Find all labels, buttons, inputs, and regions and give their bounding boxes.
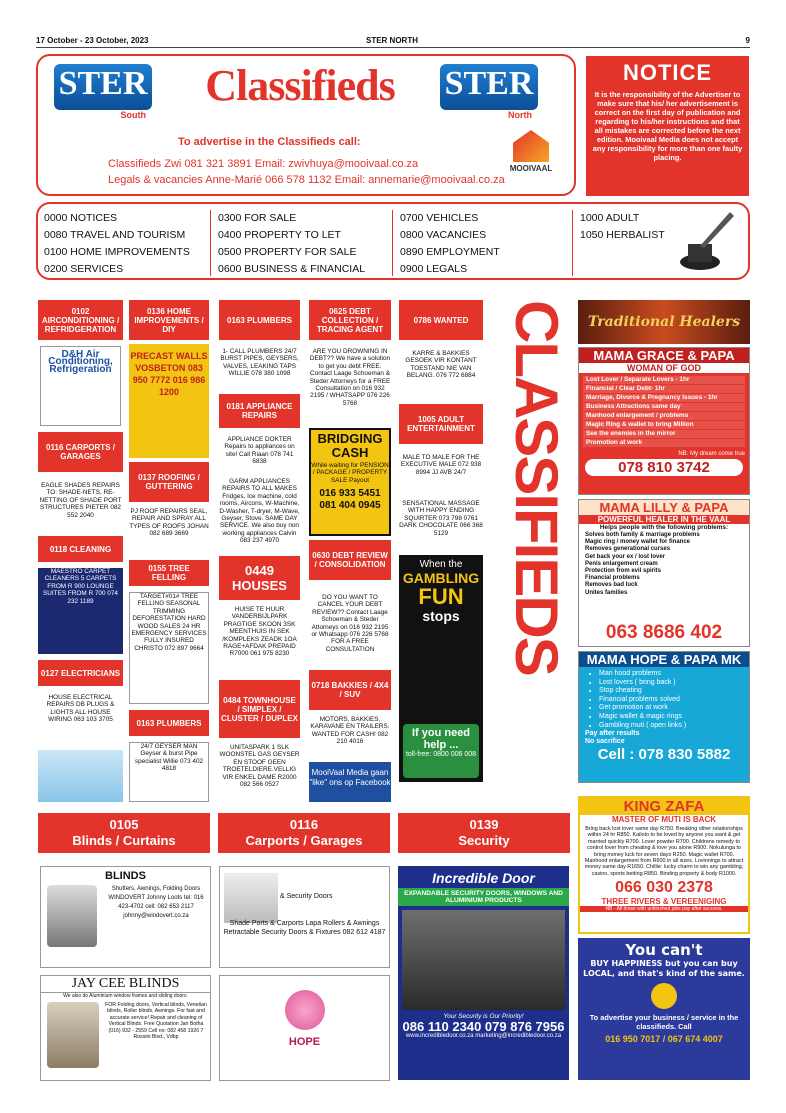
photo [47, 1002, 99, 1068]
motors-wanted-ad: MOTORS, BAKKIES, KARAVANE EN TRAILERS. WANTED FOR CASH! 082 210 4016 [310, 716, 390, 746]
section-0786: 0786 WANTED [399, 300, 483, 340]
divider [572, 210, 573, 276]
quill-inkwell-icon [670, 210, 738, 274]
divider [210, 210, 211, 276]
photo [47, 885, 97, 947]
plumbers-ad: 1- CALL PLUMBERS 24/7 BURST PIPES, GEYSERS, VALVES, LEAKING TAPS WILLIE 078 380 1098 [220, 348, 299, 378]
section-0127: 0127 ELECTRICIANS [38, 660, 123, 686]
male-to-male-ad: MALE TO MALE FOR THE EXECUTIVE MALE 072 938 8994 JJ AVB 24/7 [400, 454, 482, 476]
mooivaal-house-icon [513, 130, 549, 162]
section-0116-carports: 0116 Carports / Garages [218, 813, 390, 853]
houses-to-let-ad: HUISE TE HUUR VANDERBIJLPARK PRAGTIGE SKOON 3SK MEENTHUIS IN SEK /KOMPLEKS ZEADK 1OA RAGE+AFDAK PREPAID R7000 061 975 8230 [222, 606, 297, 658]
section-0625: 0625 DEBT COLLECTION / TRACING AGENT [309, 300, 391, 340]
door-photo [402, 910, 565, 1010]
section-0163: 0163 PLUMBERS [219, 300, 300, 340]
zafa-phone: 066 030 2378 [615, 879, 713, 897]
notice-body: It is the responsibility of the Advertiser to make sure that his/ her advertisement is correct on the first day of publication and regarding to his/her instructions and that all mistakes are corrected before the next edition. Mooivaal Media does not accept any responsibility for more than one faulty placing. [592, 90, 743, 162]
classifieds-title: Classifieds [205, 61, 395, 110]
garm-appliances-ad: GARM APPLIANCES REPAIRS TO ALL MAKES Fridges, Ice machine, cold rooms, Aircons, W-Machine, D-Washer, T-dryer, M-Wave, Geyser, Stove. SAME DAY SERVICE. We also buy non working appliances Calvin 083 237 4970 [219, 478, 300, 545]
mooivaal-logo: MOOIVAAL [496, 130, 566, 190]
section-0163-plumbers-2: 0163 PLUMBERS [129, 710, 209, 736]
door-image [224, 873, 278, 923]
section-0155: 0155 TREE FELLING [129, 560, 209, 586]
geyser-man-ad: 24/7 GEYSER MAN Geyser & burst Pipe specialist Willie 073 402 4818 [129, 742, 209, 802]
sensational-massage-ad: SENSATIONAL MASSAGE WITH HAPPY ENDING SQUIRTER 073 798 0761 DARK CHOCOLATE 066 368 5129 [399, 500, 483, 537]
precast-walls-ad: PRECAST WALLS VOSBETON 083 950 7772 016 986 1200 [129, 344, 209, 458]
category-index [36, 202, 750, 280]
section-0630: 0630 DEBT REVIEW / CONSOLIDATION [309, 540, 391, 580]
lilly-phone: 063 8686 402 [605, 622, 723, 643]
ster-south-logo: STER South [54, 64, 152, 110]
hope-cell: Cell : 078 830 5882 [597, 746, 731, 764]
section-0137: 0137 ROOFING / GUTTERING [129, 462, 209, 502]
gambling-help-panel: If you need help ... toll-free: 0800 006 008 [403, 724, 479, 778]
mama-lilly-ad: MAMA LILLY & PAPA POWERFUL HEALER IN THE VAAL Helps people with the following problems: Solves both family & marriage problems Magic ring / money wallet for finance Removes generational curses Get back your ex / lost lover Penis enlargement cream Protection from evil spirits Financial problems Removes bad luck Unites families 063 8686 402 [578, 499, 750, 647]
paper-name: STER NORTH [366, 36, 418, 45]
section-0718: 0718 BAKKIES / 4X4 / SUV [309, 670, 391, 710]
notice-box [586, 56, 749, 196]
jaycee-blinds-ad: JAY CEE BLINDS We also do Aluminium window frames and sliding doors. FOR Folding doors, Vertical blinds, Venetian blinds, Roller blinds, Awnings. For fast and accurate service! Repair and cleaning of Vertical Blinds. Free Quotation Jan Botha (016) 932 - 2559 Cell no: 082 458 1926 7 Rossini Blvd., Vdbp [40, 975, 211, 1081]
karre-bakkies-ad: KARRE & BAKKIES GESOEK VIR KONTANT TOESTAND NIE VAN BELANG. 076 772 6884 [405, 350, 477, 380]
traditional-healers-banner: Traditional Healers [578, 300, 750, 344]
roof-repairs-ad: PJ ROOF REPAIRS SEAL, REPAIR AND SPRAY ALL TYPES OF ROOFS JOHAN 082 689 3669 [129, 508, 209, 538]
classifieds-masthead [36, 54, 576, 196]
dh-aircon-ad: D&H Air Conditioning, Refrigeration [40, 346, 121, 426]
incredible-door-ad: Incredible Door EXPANDABLE SECURITY DOORS, WINDOWS AND ALUMINIUM PRODUCTS Your Security is Our Priority! 086 110 2340 079 876 7956 www.incredibledoor.co.za marketing@incredibledoor.co.za [398, 866, 569, 1080]
tree-felling-ad: TARGET#01# TREE FELLING SEASONAL TRIMMING DEFORESTATION HARD WOOD SALES 24 HR EMERGENCY SERVICES FULLY INSURED CHRISTO 072 897 9664 [129, 592, 209, 704]
index-column-1: 0000 NOTICES 0080 TRAVEL AND TOURISM 0100 HOME IMPROVEMENTS 0200 SERVICES [44, 212, 190, 275]
index-column-3: 0700 VEHICLES 0800 VACANCIES 0890 EMPLOYMENT 0900 LEGALS [400, 212, 500, 275]
ribbon-icon [285, 990, 325, 1030]
page-number: 9 [745, 36, 750, 45]
security-doors-ad: & Security Doors Shade Ports & Carports Lapa Rollers & Awnings Retractable Security Doors & Fixtures 082 612 4187 [219, 866, 390, 968]
vertical-classifieds-banner: CLASSIFIEDS [487, 300, 571, 550]
section-0118: 0118 CLEANING [38, 536, 123, 562]
section-0484: 0484 TOWNHOUSE / SIMPLEX / CLUSTER / DUPLEX [219, 680, 300, 738]
section-0449: 0449 HOUSES [219, 556, 300, 600]
section-0139-security: 0139 Security [398, 813, 570, 853]
debt-review-ad: DO YOU WANT TO CANCEL YOUR DEBT REVIEW?? Contact Laage Schoeman & Steder Attorneys on 016 932 2195 or Whatsapp 076 226 5768 FOR A FREE CONSULTATION [311, 594, 389, 653]
mama-grace-ad: MAMA GRACE & PAPA WOMAN OF GOD Lost Lover / Separate Lovers - 1hr Financial / Clear Debt- 1hr Marriage, Divorce & Pregnancy Issues - 1hr Business Attractions same day Manhood enlargement / problems Magic Ring & wallet to bring Million See the enemies in the mirror Promotion at work NB: My dream come true 078 810 3742 [578, 347, 750, 495]
section-0102: 0102 AIRCONDITIONING / REFRIDGERATION [38, 300, 123, 340]
legals-contact: Legals & vacancies Anne-Marié 066 578 1132 Email: annemarie@mooivaal.co.za [108, 174, 505, 186]
smiley-icon [651, 983, 677, 1009]
carpet-cleaners-ad: MAESTRO CARPET CLEANERS 5 CARPETS FROM R 900 LOUNGE SUITES FROM R 700 074 232 1189 [38, 568, 123, 654]
classified-icons-ad [38, 750, 123, 802]
grace-phone: 078 810 3742 [585, 459, 743, 476]
hope-breast-cancer-ad: HOPE [219, 975, 390, 1081]
electrical-ad: HOUSE ELECTRICAL REPAIRS DB PLUGS & LIGHTS ALL HOUSE WIRING 063 103 3705 [46, 694, 115, 724]
section-0105-blinds: 0105 Blinds / Curtains [38, 813, 210, 853]
appliance-dokter-ad: APPLIANCE DOKTER Repairs to appliances on site! Call Riaan 078 741 6838 [224, 436, 295, 466]
buy-local-ad: You can't BUY HAPPINESS but you can buy LOCAL, and that's kind of the same. To advertise your business / service in the classifieds. Call 016 950 7017 / 067 674 4007 [578, 938, 750, 1080]
gambling-help-ad: When the GAMBLING FUN stops If you need help ... toll-free: 0800 006 008 [399, 555, 483, 782]
page-header [36, 36, 750, 48]
advertise-line: To advertise in the Classifieds call: [178, 136, 361, 148]
section-0116: 0116 CARPORTS / GARAGES [38, 432, 123, 472]
index-column-4: 1000 ADULT 1050 HERBALIST [580, 212, 665, 241]
bridging-cash-ad: BRIDGING CASH While waiting for PENSION / PACKAGE / PROPERTY SALE Payout 016 933 5451 081 404 0945 [309, 428, 391, 536]
section-0181: 0181 APPLIANCE REPAIRS [219, 394, 300, 428]
unitaspark-ad: UNITASPARK 1 SLK WOONSTEL GAS GEYSER EN STOOF GEEN TROETELDIERE.VELLIG VIR ENKEL DAME R2000 082 566 0527 [219, 744, 300, 789]
eagle-shades-ad: EAGLE SHADES REPAIRS TO: SHADE-NETS, RE-NETTING OF SHADE PORT STRUCTURES PIETER 082 552 2040 [39, 482, 122, 519]
ster-north-logo: STER North [440, 64, 538, 110]
classifieds-contact: Classifieds Zwi 081 321 3891 Email: zwivhuya@mooivaal.co.za [108, 158, 419, 170]
king-zafa-ad: KING ZAFA MASTER OF MUTI IS BACK Bring back lost lover same day R750. Breaking other relationships within 24 hr R850. Kailoto to be loved by anyone you want & get married quickly R700. Lover powder R700. Childrens remedy to control lover from cheating & love you alone R900. Nokulunga to bring money luck for seven days R250. Magic wallet R700. Manhood enlargement from R600 in all sizes. Lovinnings to attract money same day R1650. Chillie: lucky charm to win any gambling, casino, sports betting R850. Binding property & body R1000. 066 030 2378 THREE RIVERS & VEREENIGING NB - All those with unfinished jobs pay after success. [578, 796, 750, 934]
divider [392, 210, 393, 276]
section-0136: 0136 HOME IMPROVEMENTS / DIY [129, 300, 209, 340]
section-1005: 1005 ADULT ENTERTAINMENT [399, 404, 483, 444]
mama-hope-ad: MAMA HOPE & PAPA MK • Man hood problems • Lost lovers ( bring back ) • Stop cheating • Financial problems solved • Get promotion at work • Magic wallet & magic rings • Gambling muti ( open links ) Pay after results No sacrifice Cell : 078 830 5882 [578, 651, 750, 783]
mooivaal-facebook-ad: MooiVaal Media gaan "like" ons op Facebook [309, 762, 391, 802]
issue-date: 17 October - 23 October, 2023 [36, 36, 149, 45]
windovert-blinds-ad: BLINDS Shutters, Awnings, Folding Doors WINDOVERT Johnny Loots tel: 016 423-4702 cell: 082 653 2117 johnny@windovert.co.za [40, 866, 211, 968]
index-column-2: 0300 FOR SALE 0400 PROPERTY TO LET 0500 PROPERTY FOR SALE 0600 BUSINESS & FINANCIAL [218, 212, 366, 275]
debt-drowning-ad: ARE YOU DROWNING IN DEBT?? We have a solution to get you debt FREE. Contact Laage Schoeman & Steder Attorneys for a FREE Consultation on 016 932 2195 / WHATSAPP 076 226 5768 [309, 348, 391, 407]
notice-title: NOTICE [622, 60, 713, 85]
